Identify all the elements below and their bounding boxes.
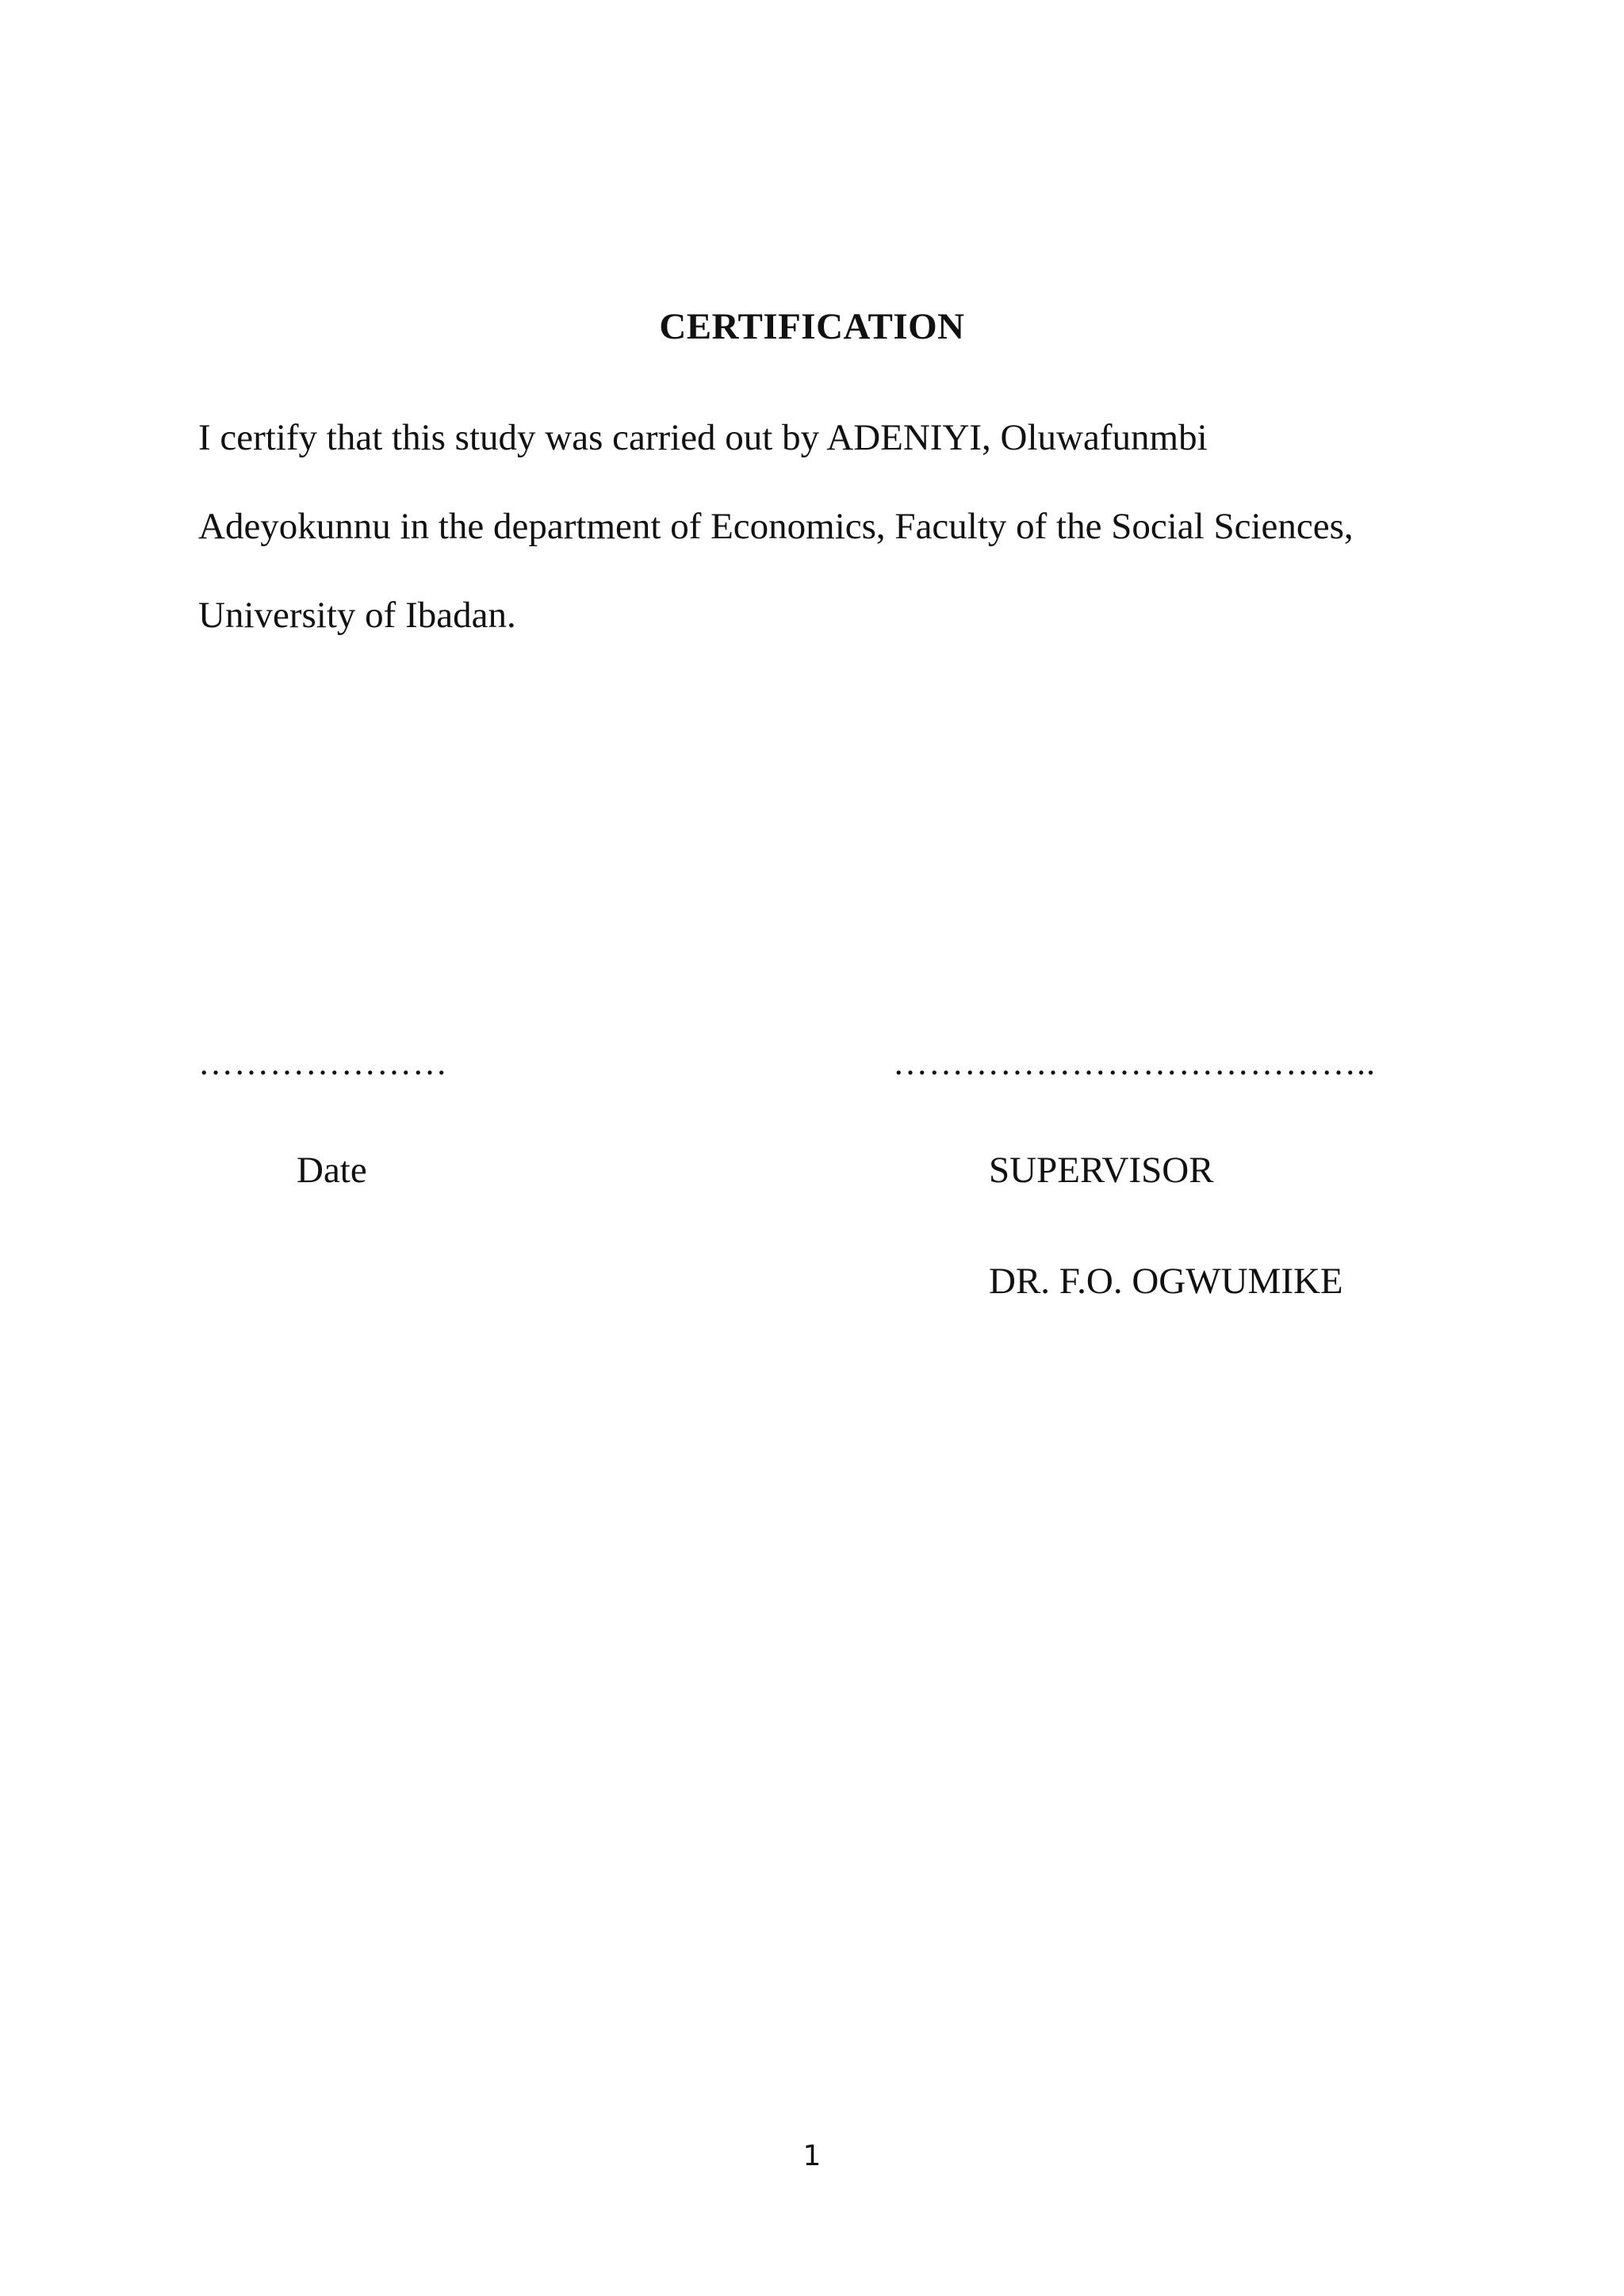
supervisor-label: SUPERVISOR [989, 1150, 1214, 1191]
supervisor-name: DR. F.O. OGWUMIKE [989, 1261, 1343, 1302]
certification-text-line-2: Adeyokunnu in the department of Economics, Faculty of the Social Sciences, [198, 506, 1354, 547]
date-label: Date [297, 1150, 367, 1191]
date-signature-line: ………………… [198, 1043, 448, 1082]
page-title: CERTIFICATION [659, 306, 965, 347]
certification-text-line-1: I certify that this study was carried out by ADENIYI, Oluwafunmbi [198, 417, 1208, 458]
certification-text-line-3: University of Ibadan. [198, 595, 516, 636]
page-number: 1 [802, 2140, 822, 2172]
supervisor-signature-line: ………………………………….. [893, 1043, 1376, 1082]
